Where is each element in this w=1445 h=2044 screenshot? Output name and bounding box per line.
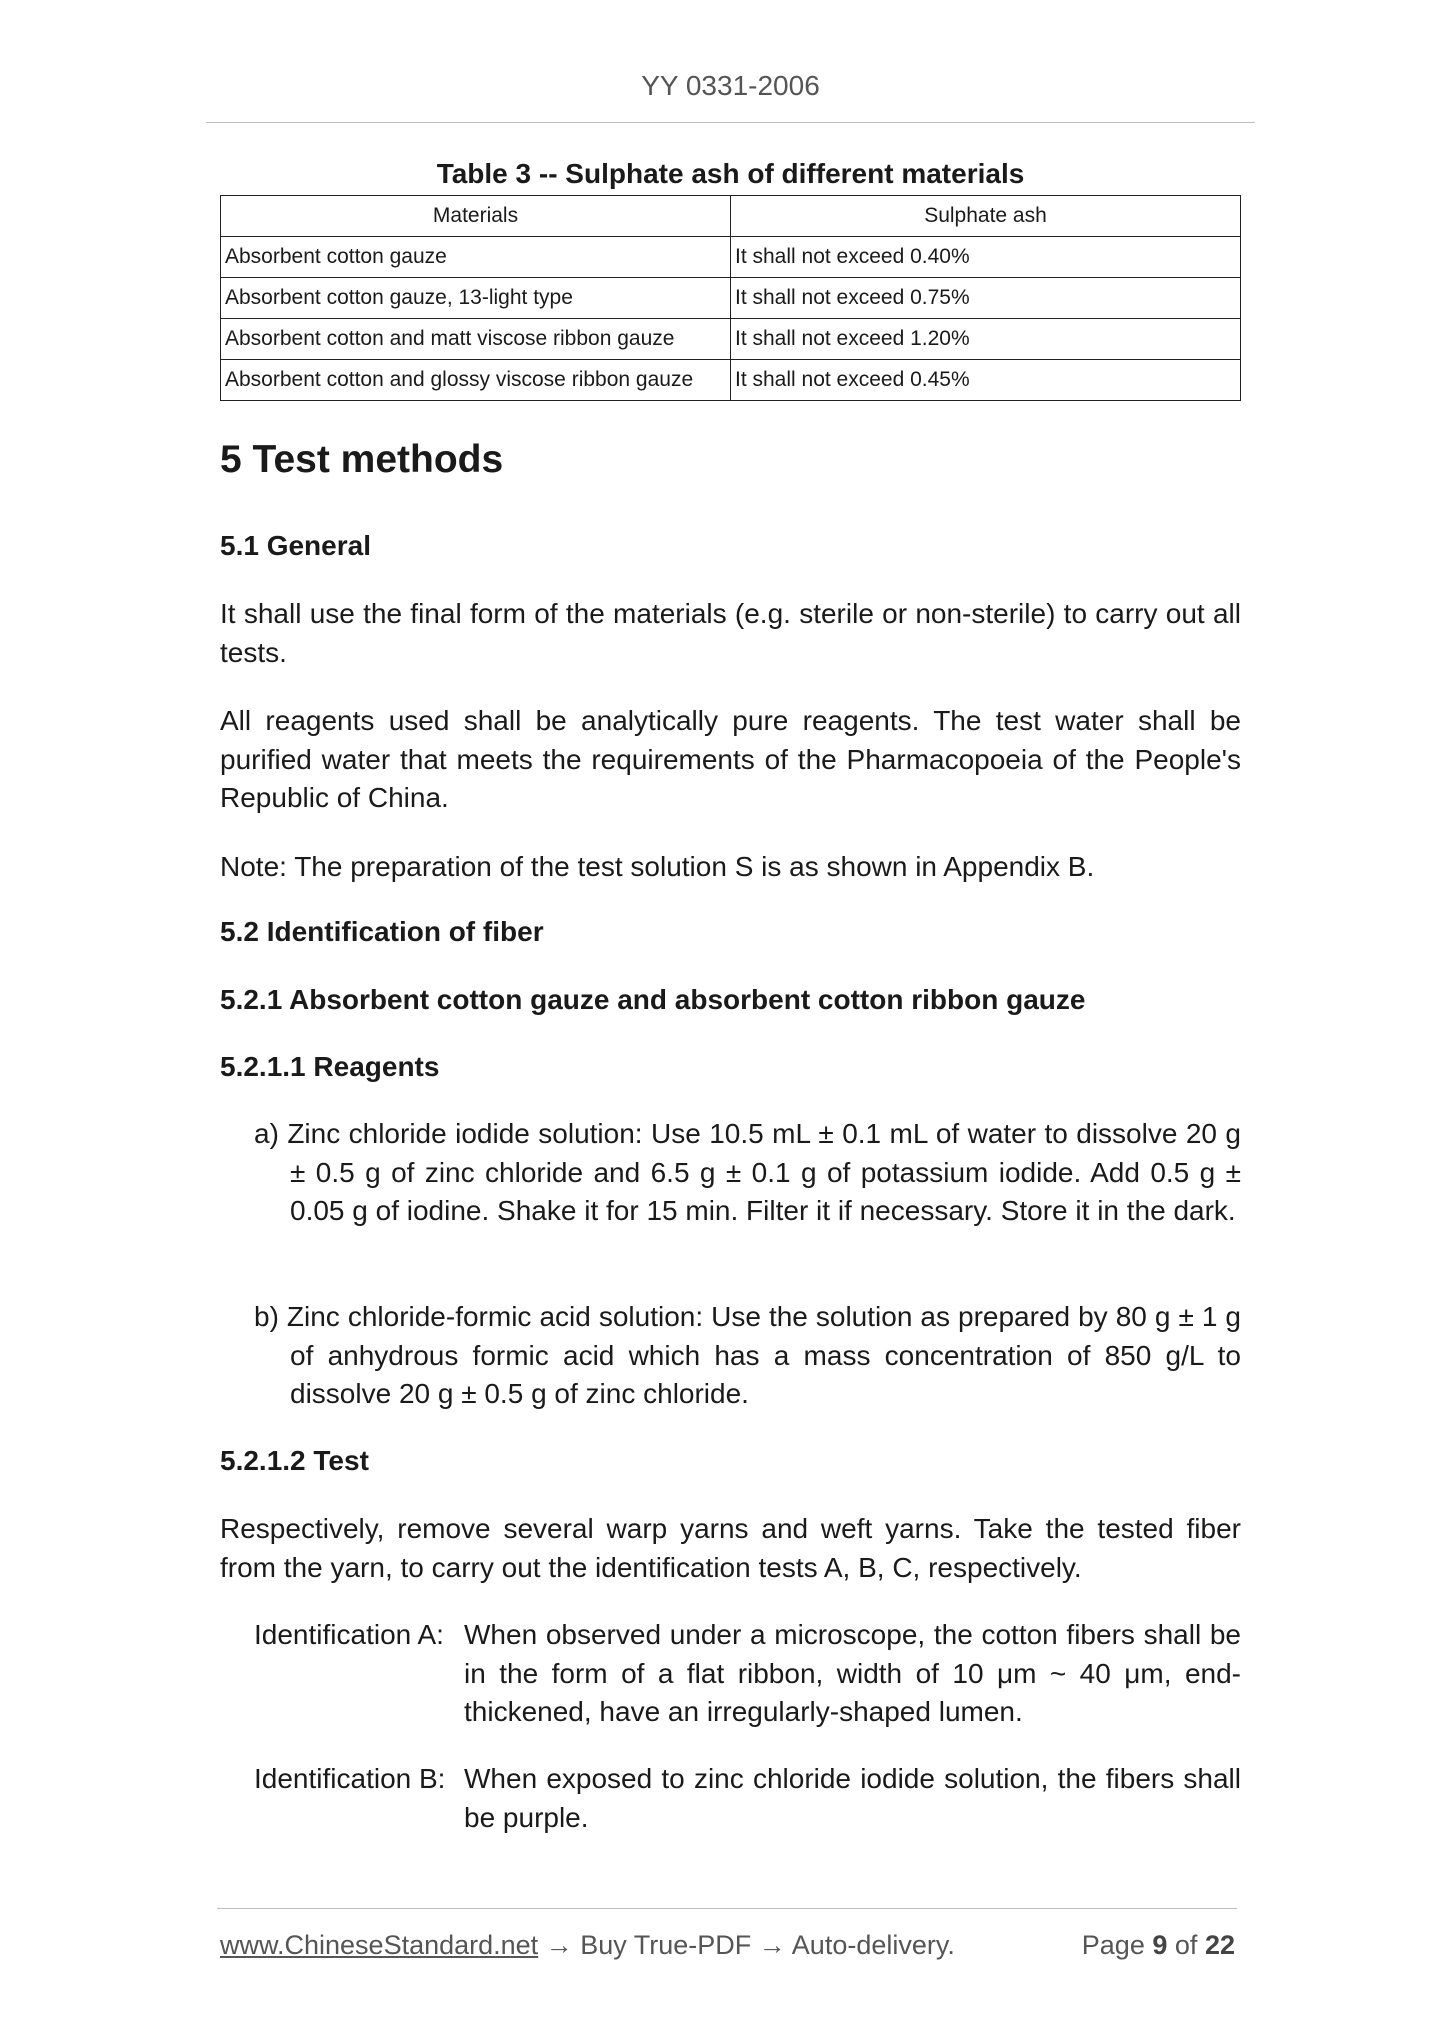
section-5-heading: 5 Test methods [220, 438, 504, 481]
section-5-2-1-1-heading: 5.2.1.1 Reagents [220, 1051, 440, 1082]
page-number [1082, 1930, 1235, 1961]
website-link[interactable]: www.ChineseStandard.net [220, 1930, 539, 1960]
identification-b-text: When exposed to zinc chloride iodide solution, the fibers shall be purple. [464, 1763, 1241, 1833]
general-note: Note: The preparation of the test solution S is as shown in Appendix B. [220, 851, 1095, 882]
footer-links [220, 1930, 955, 1961]
reagent-item-b: b) Zinc chloride-formic acid solution: Use the solution as prepared by 80 g ± 1 g of anhydrous formic acid which has a mass concentration of 850 g/L to dissolve 20 g ± 0.5 g of zinc chloride. [254, 1301, 1241, 1409]
footer-divider [217, 1908, 1237, 1909]
page-label: Page [1081, 1930, 1145, 1960]
of-label: of [1174, 1930, 1198, 1960]
column-header-sulphate-ash: Sulphate ash [731, 196, 1241, 237]
identification-a [254, 1616, 1241, 1732]
identification-a-label: Identification A: [254, 1619, 444, 1650]
document-id-header: YY 0331-2006 [641, 70, 820, 101]
section-5-2-heading: 5.2 Identification of fiber [220, 916, 544, 947]
header-divider [206, 122, 1255, 123]
reagent-item-a: a) Zinc chloride iodide solution: Use 10.5 mL ± 0.1 mL of water to dissolve 20 g ± 0.5 g of zinc chloride and 6.5 g ± 0.1 g of potassium iodide. Add 0.5 g ± 0.05 g of iodine. Shake it for 15 min. Filter it if necessary. Store it in the dark. [254, 1118, 1241, 1226]
general-paragraph-1: It shall use the final form of the materials (e.g. sterile or non-sterile) to carry out all tests. [220, 598, 1241, 668]
table-row [221, 319, 1241, 360]
table-row [221, 360, 1241, 401]
table-cell-material: Absorbent cotton and glossy viscose ribbon gauze [221, 360, 731, 401]
arrow-right-icon: → [545, 1930, 573, 1960]
section-5-2-1-2-heading: 5.2.1.2 Test [220, 1445, 369, 1476]
general-paragraph-2: All reagents used shall be analytically pure reagents. The test water shall be purified water that meets the requirements of the Pharmacopoeia of the People's Republic of China. [220, 705, 1241, 813]
page-footer [220, 1930, 1235, 1961]
section-5-1-heading: 5.1 General [220, 530, 371, 561]
table-cell-ash: It shall not exceed 0.75% [731, 278, 1241, 319]
table-caption: Table 3 -- Sulphate ash of different materials [436, 158, 1025, 189]
column-header-materials: Materials [221, 196, 731, 237]
identification-a-text: When observed under a microscope, the cotton fibers shall be in the form of a flat ribbon, width of 10 μm ~ 40 μm, end-thickened, have an irregularly-shaped lumen. [464, 1619, 1241, 1727]
arrow-right-icon: → [758, 1930, 786, 1960]
table-header-row [221, 196, 1241, 237]
identification-b [254, 1760, 1241, 1837]
sulphate-ash-table [220, 195, 1241, 401]
table-cell-material: Absorbent cotton and matt viscose ribbon gauze [221, 319, 731, 360]
current-page: 9 [1152, 1930, 1168, 1960]
table-cell-ash: It shall not exceed 1.20% [731, 319, 1241, 360]
table-row [221, 237, 1241, 278]
buy-text: Buy True-PDF [580, 1930, 752, 1960]
table-cell-material: Absorbent cotton gauze [221, 237, 731, 278]
total-pages: 22 [1204, 1930, 1235, 1960]
test-paragraph: Respectively, remove several warp yarns and weft yarns. Take the tested fiber from the yarn, to carry out the identification tests A, B, C, respectively. [220, 1513, 1241, 1583]
table-cell-ash: It shall not exceed 0.45% [731, 360, 1241, 401]
table-cell-material: Absorbent cotton gauze, 13-light type [221, 278, 731, 319]
delivery-text: Auto-delivery. [791, 1930, 955, 1960]
identification-b-label: Identification B: [254, 1763, 446, 1794]
table-cell-ash: It shall not exceed 0.40% [731, 237, 1241, 278]
table-row [221, 278, 1241, 319]
section-5-2-1-heading: 5.2.1 Absorbent cotton gauze and absorbent cotton ribbon gauze [220, 984, 1086, 1015]
